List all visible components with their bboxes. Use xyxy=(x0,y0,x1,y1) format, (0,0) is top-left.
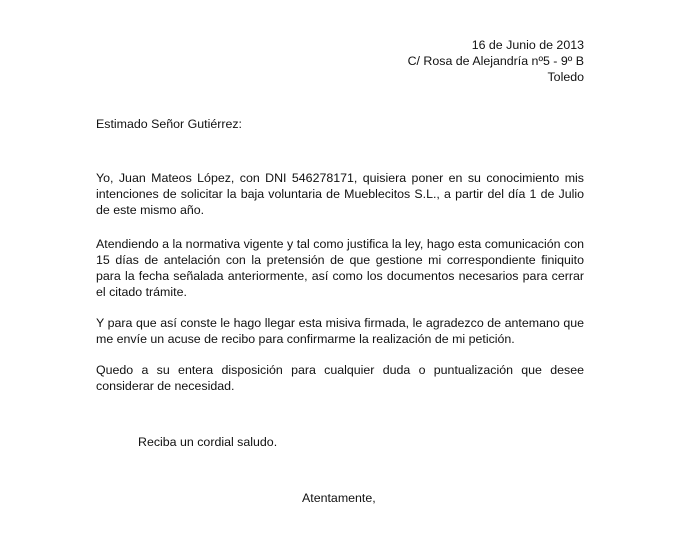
sender-city: Toledo xyxy=(547,70,584,84)
sender-header xyxy=(408,37,584,85)
greeting: Estimado Señor Gutiérrez: xyxy=(96,117,242,131)
body-paragraph-3: Y para que así conste le hago llegar esta misiva firmada, le agradezco de antemano que me envíe un acuse de recibo para confirmarme la realización de mi petición. xyxy=(96,316,584,346)
letter-date: 16 de Junio de 2013 xyxy=(471,38,584,52)
body-paragraph-1: Yo, Juan Mateos López, con DNI 546278171, quisiera poner en su conocimiento mis intenciones de solicitar la baja voluntaria de Mueblecitos S.L., a partir del día 1 de Julio de este mismo año. xyxy=(96,171,584,217)
body-paragraph-4: Quedo a su entera disposición para cualquier duda o puntualización que desee considerar de necesidad. xyxy=(96,363,584,393)
closing-salutation: Reciba un cordial saludo. xyxy=(138,435,278,449)
body-paragraph-2: Atendiendo a la normativa vigente y tal como justifica la ley, hago esta comunicación con 15 días de antelación con la pretensión de que gestione mi correspondiente finiquito para la fecha señalada anteriormente, así como los documentos necesarios para cerrar el citado trámite. xyxy=(96,237,584,299)
signoff: Atentamente, xyxy=(302,491,376,505)
sender-address: C/ Rosa de Alejandría nº5 - 9º B xyxy=(407,54,584,68)
